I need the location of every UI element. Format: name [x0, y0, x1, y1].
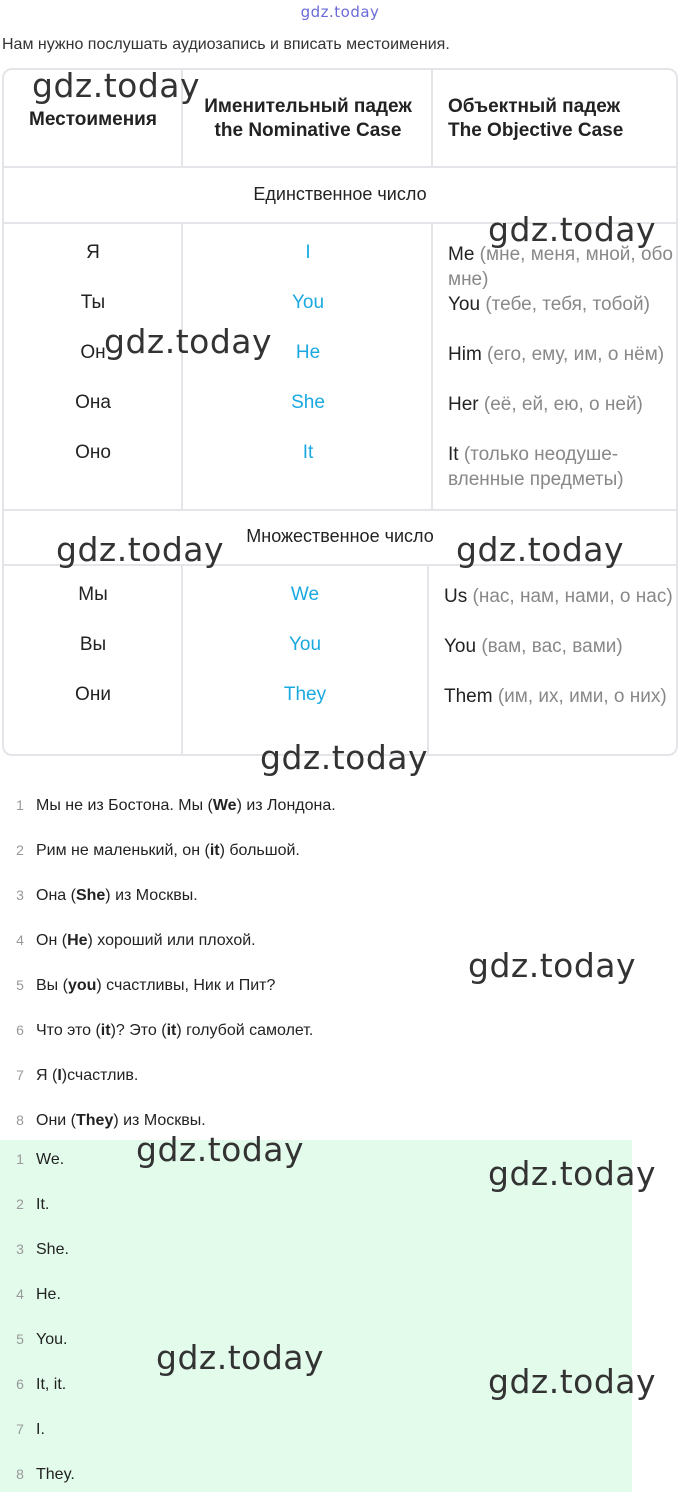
pronoun-nominative: She: [291, 392, 325, 413]
answer-item: [0, 1376, 66, 1394]
divider: [4, 222, 676, 224]
watermark: gdz.today: [488, 1154, 657, 1193]
answer-word: She: [75, 887, 106, 904]
objective-translation: (только неодушевленные предметы): [448, 444, 624, 490]
sentence-text: ) из Лондона.: [236, 797, 336, 814]
exercise-item: [0, 1112, 206, 1136]
answers-panel: [0, 1140, 632, 1492]
objective-form: Me: [448, 244, 475, 265]
pronoun-ru: Она: [75, 392, 111, 413]
objective-form: Him: [448, 344, 482, 365]
pronoun-nominative: It: [302, 442, 314, 463]
answer-word: it: [209, 842, 220, 859]
pronoun-objective: [448, 342, 678, 367]
sentence-text: Они (: [36, 1112, 76, 1129]
intro-text: Нам нужно послушать аудиозапись и вписать местоимения.: [2, 36, 450, 53]
answer-word: I: [57, 1067, 62, 1084]
watermark: gdz.today: [156, 1338, 325, 1377]
objective-form: It: [448, 444, 459, 465]
answer-item: [0, 1421, 45, 1439]
answer-text: She.: [36, 1241, 69, 1258]
divider: [4, 166, 676, 168]
pronoun-nominative: You: [288, 634, 322, 655]
item-number: 4: [16, 932, 24, 948]
pronoun-nominative: They: [283, 684, 327, 705]
divider: [4, 509, 676, 511]
item-number: 6: [16, 1022, 24, 1038]
sentence-text: ) из Москвы.: [105, 887, 198, 904]
exercise-item: [0, 887, 198, 911]
item-number: 7: [16, 1421, 24, 1437]
item-number: 8: [16, 1466, 24, 1482]
exercise-item: [0, 1022, 313, 1046]
pronoun-ru: Он: [80, 342, 106, 363]
sentence-text: )? Это (: [110, 1022, 167, 1039]
answer-item: [0, 1286, 61, 1304]
divider: [431, 70, 433, 168]
objective-translation: (мне, меня, мной, обо мне): [448, 244, 673, 290]
pronoun-ru: Мы: [78, 584, 108, 605]
pronoun-objective: [448, 242, 678, 292]
answer-text: They.: [36, 1466, 75, 1483]
item-number: 4: [16, 1286, 24, 1302]
exercise-item: [0, 797, 336, 821]
exercise-item: [0, 977, 275, 1001]
header-objective-en: The Objective Case: [448, 120, 624, 141]
objective-form: You: [448, 294, 481, 315]
watermark: gdz.today: [468, 946, 637, 985]
pronoun-objective: [444, 634, 674, 659]
item-number: 7: [16, 1067, 24, 1083]
pronoun-ru: Оно: [75, 442, 111, 463]
pronoun-nominative: We: [290, 584, 320, 605]
pronoun-objective: [448, 292, 678, 317]
answer-item: [0, 1196, 49, 1214]
header-objective-ru: Объектный падеж: [448, 96, 621, 117]
sentence-text: ) из Москвы.: [113, 1112, 206, 1129]
answer-word: it: [166, 1022, 177, 1039]
watermark: gdz.today: [488, 210, 657, 249]
sentence-text: Мы не из Бостона. Мы (: [36, 797, 213, 814]
objective-translation: (нас, нам, нами, о нас): [467, 586, 673, 607]
header-nominative: [184, 70, 432, 168]
item-number: 3: [16, 887, 24, 903]
divider: [181, 222, 183, 509]
item-number: 1: [16, 797, 24, 813]
sentence-text: Она (: [36, 887, 76, 904]
objective-translation: (им, их, ими, о них): [492, 686, 667, 707]
header-objective: [432, 70, 678, 168]
objective-translation: (её, ей, ею, о ней): [478, 394, 643, 415]
pronoun-ru: Они: [75, 684, 111, 705]
item-number: 2: [16, 1196, 24, 1212]
pronoun-objective: [444, 584, 674, 609]
divider: [431, 222, 433, 509]
answer-text: It, it.: [36, 1376, 67, 1393]
answer-item: [0, 1331, 67, 1349]
answer-word: He: [67, 932, 88, 949]
pronoun-nominative: I: [305, 242, 311, 263]
answer-word: We: [212, 797, 237, 814]
watermark: gdz.today: [32, 66, 201, 105]
singular-title: Единственное число: [253, 184, 427, 204]
item-number: 3: [16, 1241, 24, 1257]
answer-item: [0, 1151, 64, 1169]
watermark: gdz.today: [456, 530, 625, 569]
answer-text: He.: [36, 1286, 61, 1303]
objective-form: You: [444, 636, 477, 657]
sentence-text: ) счастливы, Ник и Пит?: [96, 977, 276, 994]
sentence-text: )счастлив.: [61, 1067, 139, 1084]
sentence-text: ) хороший или плохой.: [87, 932, 256, 949]
watermark: gdz.today: [56, 530, 225, 569]
pronoun-objective: [444, 684, 674, 709]
pronoun-nominative: He: [295, 342, 321, 363]
watermark: gdz.today: [136, 1130, 305, 1169]
sentence-text: Он (: [36, 932, 68, 949]
answer-text: We.: [36, 1151, 65, 1168]
answer-word: They: [76, 1112, 114, 1129]
objective-form: Her: [448, 394, 479, 415]
plural-title: Множественное число: [246, 526, 434, 546]
objective-translation: (тебе, тебя, тобой): [480, 294, 650, 315]
exercise-item: [0, 1067, 138, 1091]
header-pronouns-label: Местоимения: [29, 109, 157, 130]
sentence-text: Вы (: [36, 977, 68, 994]
answer-word: you: [67, 977, 97, 994]
watermark: gdz.today: [488, 1362, 657, 1401]
objective-translation: (его, ему, им, о нём): [481, 344, 665, 365]
pronoun-objective: [448, 442, 678, 492]
answer-text: I.: [36, 1421, 45, 1438]
sentence-text: Я (: [36, 1067, 58, 1084]
header-nominative-en: the Nominative Case: [214, 120, 402, 141]
exercise-item: [0, 842, 300, 866]
table-header: [4, 70, 676, 168]
sentence-text: ) большой.: [219, 842, 300, 859]
watermark: gdz.today: [260, 738, 429, 777]
answer-word: it: [100, 1022, 111, 1039]
answer-item: [0, 1466, 75, 1484]
sentence-text: Рим не маленький, он (: [36, 842, 210, 859]
header-nominative-ru: Именительный падеж: [204, 96, 412, 117]
divider: [181, 70, 183, 168]
item-number: 6: [16, 1376, 24, 1392]
pronoun-table: [2, 68, 678, 756]
objective-form: Us: [444, 586, 468, 607]
item-number: 1: [16, 1151, 24, 1167]
pronoun-ru: Ты: [80, 292, 106, 313]
answer-text: You.: [36, 1331, 68, 1348]
answer-text: It.: [36, 1196, 50, 1213]
pronoun-objective: [448, 392, 678, 417]
header-pronouns: [4, 70, 182, 168]
objective-form: Them: [444, 686, 493, 707]
item-number: 2: [16, 842, 24, 858]
pronoun-nominative: You: [291, 292, 325, 313]
site-logo[interactable]: gdz.today: [300, 3, 380, 21]
item-number: 5: [16, 1331, 24, 1347]
answer-item: [0, 1241, 69, 1259]
sentence-text: Что это (: [36, 1022, 101, 1039]
item-number: 8: [16, 1112, 24, 1128]
pronoun-ru: Вы: [79, 634, 107, 655]
watermark: gdz.today: [104, 322, 273, 361]
sentence-text: ) голубой самолет.: [176, 1022, 314, 1039]
item-number: 5: [16, 977, 24, 993]
objective-translation: (вам, вас, вами): [476, 636, 623, 657]
pronoun-ru: Я: [86, 242, 100, 263]
exercise-item: [0, 932, 256, 956]
divider: [4, 564, 676, 566]
